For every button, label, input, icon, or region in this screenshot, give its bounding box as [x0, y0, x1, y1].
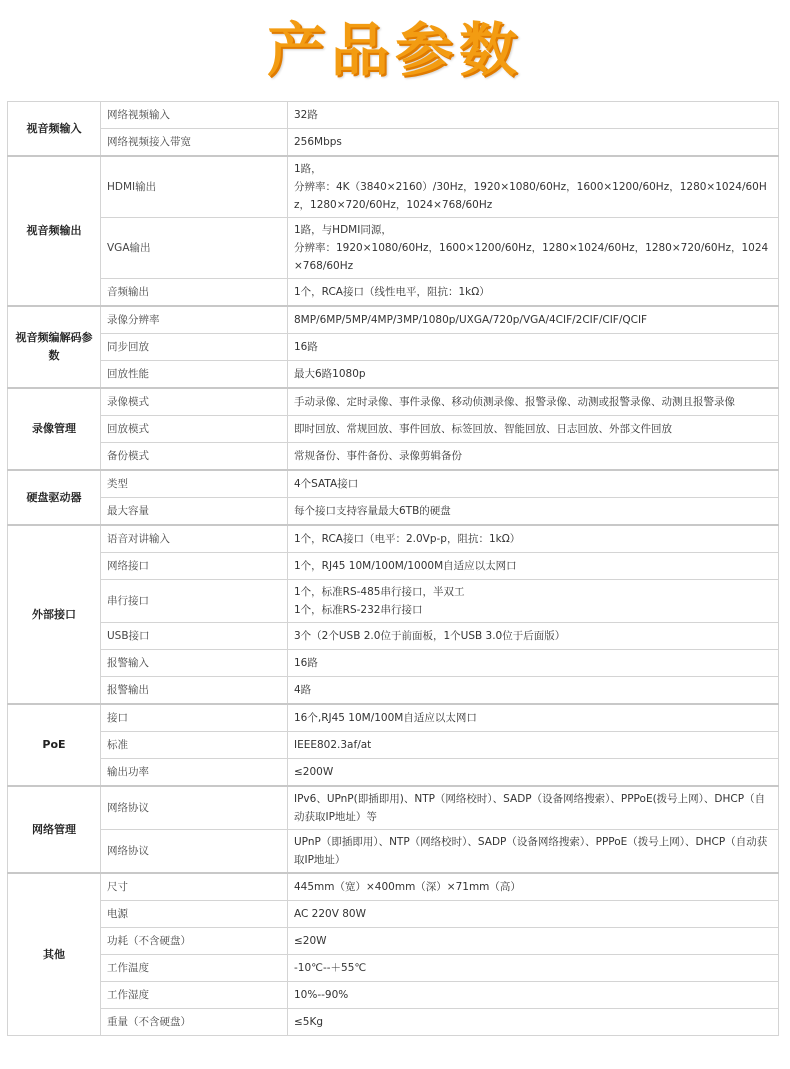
param-value — [288, 361, 779, 389]
param-name: 回放模式 — [101, 416, 288, 443]
param-value-line: 4个SATA接口 — [294, 478, 359, 490]
param-value-line: 1个，标准RS-485串行接口，半双工 — [294, 586, 465, 598]
spec-row — [8, 470, 779, 498]
spec-row — [8, 759, 779, 787]
spec-row — [8, 928, 779, 955]
param-value-line: 即时回放、常规回放、事件回放、标签回放、智能回放、日志回放、外部文件回放 — [294, 423, 672, 435]
param-value — [288, 388, 779, 416]
spec-row — [8, 306, 779, 334]
param-value-line: 1个，RCA接口（电平：2.0Vp-p，阻抗：1kΩ） — [294, 533, 521, 545]
param-value-line: 1个，标准RS-232串行接口 — [294, 604, 423, 616]
param-name: 同步回放 — [101, 334, 288, 361]
category-label: 硬盘驱动器 — [8, 470, 101, 525]
param-value-line: 4路 — [294, 684, 312, 696]
param-value — [288, 156, 779, 218]
spec-row — [8, 732, 779, 759]
param-value-line: 1个，RCA接口（线性电平，阻抗：1kΩ） — [294, 286, 490, 298]
param-name: 网络视频接入带宽 — [101, 129, 288, 157]
param-name: 重量（不含硬盘） — [101, 1009, 288, 1036]
spec-row — [8, 388, 779, 416]
page-title: 产品参数 — [266, 16, 523, 84]
param-value — [288, 580, 779, 623]
param-name: 工作湿度 — [101, 982, 288, 1009]
spec-row — [8, 334, 779, 361]
param-value-line: -10℃--＋55℃ — [294, 962, 367, 974]
param-name: 录像模式 — [101, 388, 288, 416]
spec-row — [8, 650, 779, 677]
param-name: 接口 — [101, 704, 288, 732]
param-value-line: IEEE802.3af/at — [294, 739, 372, 751]
param-value — [288, 830, 779, 874]
param-name: 回放性能 — [101, 361, 288, 389]
spec-row — [8, 955, 779, 982]
param-name: VGA输出 — [101, 218, 288, 279]
spec-row — [8, 218, 779, 279]
param-name: 最大容量 — [101, 498, 288, 526]
param-name: 电源 — [101, 901, 288, 928]
param-value-line: 256Mbps — [294, 136, 342, 148]
param-value — [288, 416, 779, 443]
spec-row — [8, 361, 779, 389]
param-value — [288, 525, 779, 553]
param-name: 网络接口 — [101, 553, 288, 580]
category-label: 视音频输入 — [8, 102, 101, 157]
param-value-line: IPv6、UPnP(即插即用)、NTP（网络校时）、SADP（设备网络搜索）、PPPoE(拨号上网）、DHCP（自动获取IP地址）等 — [294, 793, 766, 823]
title-banner — [0, 0, 790, 96]
param-value-line: ≤5Kg — [294, 1016, 324, 1028]
param-name: 音频输出 — [101, 279, 288, 307]
param-value-line: 16个,RJ45 10M/100M自适应以太网口 — [294, 712, 477, 724]
spec-row — [8, 873, 779, 901]
param-value — [288, 470, 779, 498]
spec-row — [8, 553, 779, 580]
param-value — [288, 704, 779, 732]
param-value-line: ≤20W — [294, 935, 327, 947]
param-name: HDMI输出 — [101, 156, 288, 218]
param-value-line: 每个接口支持容量最大6TB的硬盘 — [294, 505, 451, 517]
spec-row — [8, 156, 779, 218]
param-name: 功耗（不含硬盘） — [101, 928, 288, 955]
spec-row — [8, 704, 779, 732]
param-value — [288, 650, 779, 677]
param-value-line: 1个，RJ45 10M/100M/1000M自适应以太网口 — [294, 560, 517, 572]
param-value — [288, 873, 779, 901]
spec-row — [8, 786, 779, 830]
param-value-line: 分辨率：4K（3840×2160）/30Hz，1920×1080/60Hz，1600×1200/60Hz，1280×1024/60Hz，1280×720/60Hz，1024×768/60Hz — [294, 181, 767, 211]
category-label: 视音频输出 — [8, 156, 101, 306]
param-name: 输出功率 — [101, 759, 288, 787]
spec-row — [8, 677, 779, 705]
spec-row — [8, 901, 779, 928]
param-value-line: 分辨率：1920×1080/60Hz，1600×1200/60Hz，1280×1024/60Hz，1280×720/60Hz，1024×768/60Hz — [294, 242, 769, 272]
param-value — [288, 1009, 779, 1036]
param-value-line: 445mm（宽）×400mm（深）×71mm（高） — [294, 881, 521, 893]
spec-row — [8, 279, 779, 307]
param-value — [288, 498, 779, 526]
param-name: 网络视频输入 — [101, 102, 288, 129]
param-value-line: 常规备份、事件备份、录像剪辑备份 — [294, 450, 462, 462]
category-label: 其他 — [8, 873, 101, 1036]
spec-row — [8, 1009, 779, 1036]
param-name: 报警输出 — [101, 677, 288, 705]
param-value-line: 最大6路1080p — [294, 368, 366, 380]
param-value-line: AC 220V 80W — [294, 908, 366, 920]
param-value — [288, 102, 779, 129]
param-value — [288, 677, 779, 705]
param-name: 串行接口 — [101, 580, 288, 623]
param-value-line: 16路 — [294, 657, 318, 669]
param-value-line: 8MP/6MP/5MP/4MP/3MP/1080p/UXGA/720p/VGA/4CIF/2CIF/CIF/QCIF — [294, 314, 648, 326]
spec-table-body — [8, 102, 779, 1036]
category-label: 视音频编解码参数 — [8, 306, 101, 388]
spec-row — [8, 830, 779, 874]
spec-row — [8, 443, 779, 471]
param-value-line: 10%--90% — [294, 989, 349, 1001]
param-value-line: 16路 — [294, 341, 318, 353]
category-label: 外部接口 — [8, 525, 101, 704]
param-name: USB接口 — [101, 623, 288, 650]
param-value — [288, 306, 779, 334]
spec-table — [7, 101, 779, 1036]
param-name: 语音对讲输入 — [101, 525, 288, 553]
param-name: 标准 — [101, 732, 288, 759]
spec-row — [8, 416, 779, 443]
category-label: PoE — [8, 704, 101, 786]
spec-row — [8, 623, 779, 650]
param-name: 网络协议 — [101, 830, 288, 874]
category-label: 录像管理 — [8, 388, 101, 470]
param-value-line: 手动录像、定时录像、事件录像、移动侦测录像、报警录像、动测或报警录像、动测且报警录像 — [294, 396, 735, 408]
category-label: 网络管理 — [8, 786, 101, 873]
param-name: 备份模式 — [101, 443, 288, 471]
param-value — [288, 759, 779, 787]
param-value — [288, 218, 779, 279]
param-name: 网络协议 — [101, 786, 288, 830]
param-name: 工作温度 — [101, 955, 288, 982]
param-value — [288, 901, 779, 928]
param-value — [288, 982, 779, 1009]
param-value — [288, 279, 779, 307]
spec-row — [8, 498, 779, 526]
param-value — [288, 553, 779, 580]
param-value — [288, 129, 779, 157]
param-name: 尺寸 — [101, 873, 288, 901]
param-value-line: 1路， — [294, 163, 322, 175]
param-value-line: 32路 — [294, 109, 318, 121]
spec-row — [8, 982, 779, 1009]
spec-row — [8, 129, 779, 157]
param-name: 录像分辨率 — [101, 306, 288, 334]
param-value — [288, 786, 779, 830]
param-value — [288, 443, 779, 471]
param-value-line: 3个（2个USB 2.0位于前面板，1个USB 3.0位于后面版） — [294, 630, 566, 642]
spec-row — [8, 580, 779, 623]
param-value-line: ≤200W — [294, 766, 334, 778]
param-value — [288, 928, 779, 955]
spec-row — [8, 102, 779, 129]
param-value-line: UPnP（即插即用）、NTP（网络校时）、SADP（设备网络搜索）、PPPoE（拨号上网）、DHCP（自动获取IP地址） — [294, 836, 768, 866]
param-name: 类型 — [101, 470, 288, 498]
param-value — [288, 955, 779, 982]
spec-row — [8, 525, 779, 553]
param-name: 报警输入 — [101, 650, 288, 677]
param-value-line: 1路，与HDMI同源， — [294, 224, 392, 236]
param-value — [288, 623, 779, 650]
param-value — [288, 334, 779, 361]
param-value — [288, 732, 779, 759]
